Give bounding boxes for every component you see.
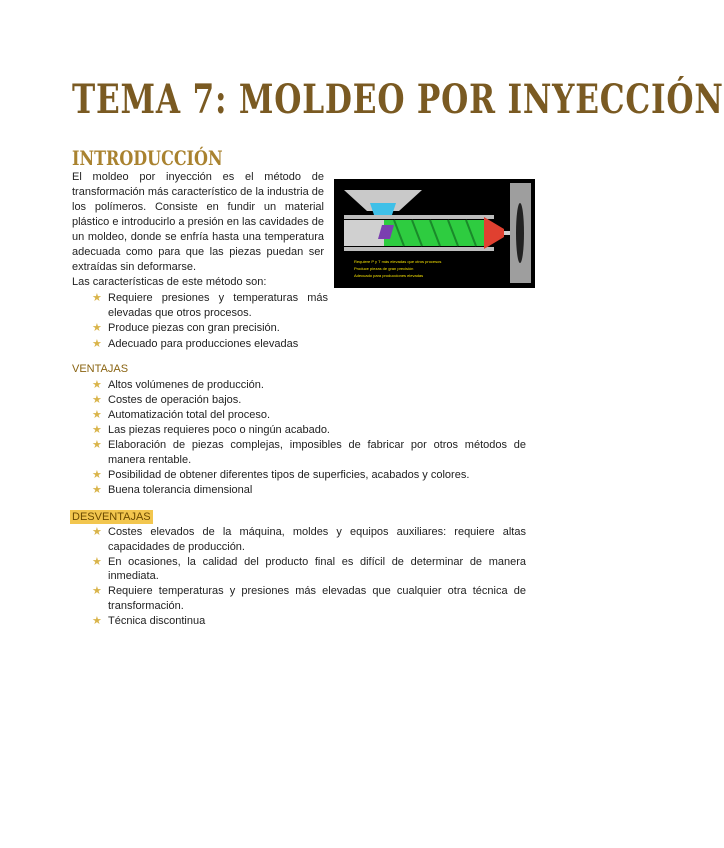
list-item [92, 438, 526, 467]
intro-lead: Las características de este método son: [72, 276, 267, 288]
list-item [92, 408, 526, 423]
list-item [92, 291, 328, 320]
injection-molding-diagram [334, 179, 535, 288]
page-title: TEMA 7: MOLDEO POR INYECCIÓN [72, 76, 724, 123]
star-icon: ★ [92, 394, 102, 406]
list-item-text: Posibilidad de obtener diferentes tipos de superficies, acabados y colores. [108, 468, 470, 481]
barrel-top [344, 215, 494, 219]
list-item [92, 584, 526, 613]
desventajas-list [92, 525, 526, 629]
list-item-text: Automatización total del proceso. [108, 409, 271, 421]
star-icon: ★ [92, 322, 102, 334]
star-icon: ★ [92, 337, 102, 350]
star-icon: ★ [92, 614, 102, 627]
list-item-text: Altos volúmenes de producción. [108, 379, 264, 391]
list-item [92, 525, 526, 554]
figure-caption-2: Produce piezas de gran precisión [354, 266, 414, 271]
intro-list [92, 291, 328, 352]
list-item [92, 468, 526, 483]
star-icon: ★ [92, 424, 102, 436]
screw-shaft [344, 220, 384, 246]
star-icon: ★ [92, 439, 102, 451]
list-item [92, 555, 526, 584]
diagram-svg [334, 179, 535, 288]
list-item-text: En ocasiones, la calidad del producto final es difícil de determinar de manera inmediata. [108, 555, 526, 582]
list-item [92, 393, 526, 408]
ventajas-heading: VENTAJAS [72, 363, 129, 375]
list-item-text: Costes elevados de la máquina, moldes y equipos auxiliares: requiere altas capacidades de producción. [108, 526, 526, 553]
list-item [92, 483, 526, 498]
desventajas-heading: DESVENTAJAS [72, 511, 151, 523]
star-icon: ★ [92, 555, 102, 568]
list-item-text: Buena tolerancia dimensional [108, 483, 253, 496]
list-item-text: Requiere temperaturas y presiones más elevadas que cualquier otra técnica de transformación. [108, 585, 526, 612]
list-item-text: Requiere presiones y temperaturas más elevadas que otros procesos. [108, 292, 328, 319]
list-item-text: Elaboración de piezas complejas, imposibles de fabricar por otros métodos de manera rentable. [108, 439, 526, 466]
intro-paragraph: El moldeo por inyección es el método de transformación más característico de la industria de los polímeros. Consiste en fundir un material plástico e introducirlo a presión en las cavidades de un moldeo, donde se enfría hasta una temperatura adecuada como para que las piezas puedan ser extraídas sin deformarse. [72, 171, 324, 273]
nozzle [484, 217, 504, 249]
list-item-text: Las piezas requieres poco o ningún acabado. [108, 424, 330, 436]
list-item-text: Técnica discontinua [108, 614, 206, 627]
star-icon: ★ [92, 468, 102, 481]
star-icon: ★ [92, 483, 102, 496]
list-item-text: Adecuado para producciones elevadas [108, 337, 299, 350]
ventajas-list [92, 378, 526, 498]
star-icon: ★ [92, 585, 102, 597]
mold-cavity [516, 203, 524, 263]
figure-caption-3: Adecuado para producciones elevadas [354, 273, 424, 278]
list-item-text: Costes de operación bajos. [108, 394, 242, 406]
list-item [92, 337, 328, 352]
list-item [92, 614, 526, 629]
star-icon: ★ [92, 526, 102, 538]
figure-caption-1: Requiere P y T más elevadas que otros procesos [354, 259, 442, 264]
intro-heading: INTRODUCCIÓN [72, 146, 223, 170]
melt-zone [384, 220, 499, 246]
star-icon: ★ [92, 409, 102, 421]
list-item-text: Produce piezas con gran precisión. [108, 322, 280, 334]
list-item [92, 378, 526, 393]
star-icon: ★ [92, 379, 102, 391]
list-item [92, 321, 328, 336]
star-icon: ★ [92, 292, 102, 304]
barrel-bottom [344, 247, 494, 251]
list-item [92, 423, 526, 438]
hopper-pellets [370, 203, 396, 215]
